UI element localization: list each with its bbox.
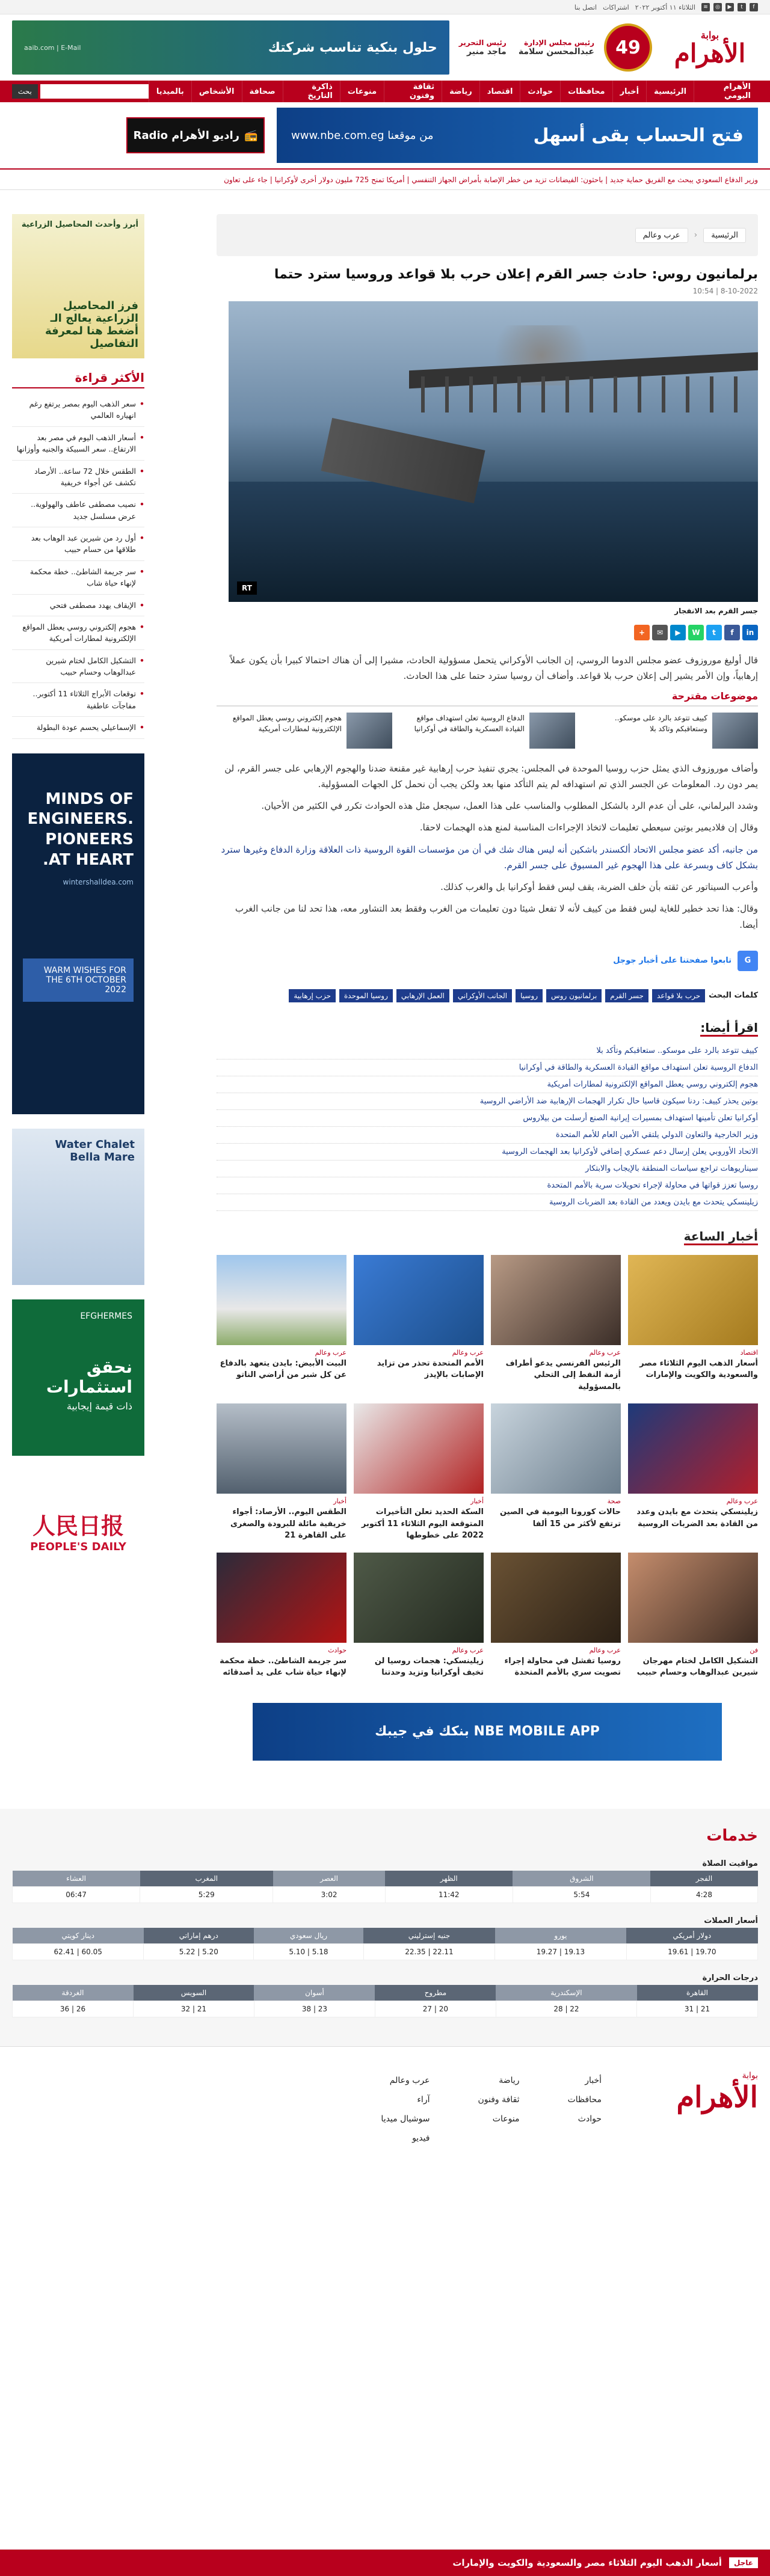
footer-col-sections xyxy=(478,2071,519,2148)
article-title: برلمانيون روس: حادث جسر القرم إعلان حرب بلا قواعد وروسيا سترد حتما xyxy=(274,267,758,282)
nav-item-misc[interactable]: منوعات xyxy=(340,81,384,102)
nav-item-news[interactable]: أخبار xyxy=(612,81,647,102)
nav-item-media[interactable]: بالميديا xyxy=(149,81,191,102)
article-paragraph: وقال إن فلاديمير بوتين سيعطي تعليمات لاتخاذ الإجراءات المناسبة لمنع هذه الهجمات لاحقا. xyxy=(419,822,758,833)
breadcrumb xyxy=(217,214,758,256)
top-link-contact[interactable]: اتصل بنا xyxy=(574,3,597,11)
read-also-link[interactable]: سيناريوهات تراجع سياسات المنطقة بالإيجاب والابتكار xyxy=(217,1161,758,1177)
sidebar-bellamare-ad[interactable]: Water Chalet Bella Mare xyxy=(12,1129,144,1285)
article-paragraph: قال أوليغ موروزوف عضو مجلس الدوما الروسي، إن الجانب الأوكراني يتحمل مسؤولية الحادث، مشيرا إلى أن هناك احتمالا كبيرا بأن يكون عملاً إرهابياً، وإن الأمر يشير إلى إعلان حرب بلا قواعد. وأضاف أن روسيا سترد حتما على هذا الحادث. xyxy=(230,655,758,682)
read-also-title: اقرأ أيضا: xyxy=(700,1020,758,1037)
nav-item-economy[interactable]: اقتصاد xyxy=(479,81,520,102)
most-read-item[interactable]: • الإيقاف يهدد مصطفى فتحي xyxy=(12,595,144,616)
search-input[interactable] xyxy=(40,84,149,99)
news-card-image xyxy=(491,1553,621,1643)
anniversary-badge: 49 xyxy=(604,23,652,72)
nav-item-sports[interactable]: رياضة xyxy=(442,81,479,102)
site-logo[interactable]: بوابة الأهرام xyxy=(674,29,746,68)
whatsapp-share-icon[interactable]: W xyxy=(688,625,704,640)
most-read-item[interactable]: • التشكيل الكامل لختام شيرين عبدالوهاب وحسام حبيب xyxy=(12,650,144,684)
news-card-image xyxy=(491,1403,621,1494)
share-bar xyxy=(217,625,758,640)
nbe-banner-ad[interactable]: فتح الحساب بقى أسهل من موقعنا www.nbe.com.eg xyxy=(277,108,758,163)
most-read-item[interactable]: • سعر الذهب اليوم بمصر يرتفع رغم انهياره العالمي xyxy=(12,393,144,427)
tag-link[interactable]: حرب بلا قواعد xyxy=(652,989,705,1002)
tag-link[interactable]: روسيا الموحدة xyxy=(339,989,393,1002)
news-card[interactable]: عرب وعالم زيلينسكي يتحدث مع بايدن وعدد من القادة بعد الضربات الروسية xyxy=(628,1403,758,1542)
nav-item-culture[interactable]: ثقافة وفنون xyxy=(384,81,442,102)
latest-news-title: أخبار الساعة xyxy=(684,1229,758,1245)
google-news-icon: G xyxy=(738,951,758,971)
news-card-image xyxy=(354,1255,484,1345)
footer-link[interactable]: سوشيال ميديا xyxy=(381,2114,430,2124)
article-paragraph: وأعرب السيناتور عن ثقته بأن خلف الضربة، يقف ليس فقط أوكرانيا بل والغرب كذلك. xyxy=(440,882,758,892)
footer-link[interactable]: عرب وعالم xyxy=(389,2075,430,2085)
nav-search xyxy=(12,84,149,99)
tag-link[interactable]: روسيا xyxy=(516,989,543,1002)
main-nav xyxy=(0,81,770,102)
footer-link[interactable]: أخبار xyxy=(585,2075,602,2085)
top-date: الثلاثاء ١١ أكتوبر ٢٠٢٢ xyxy=(635,3,695,11)
read-also-link[interactable]: زيلينسكي يتحدث مع بايدن ويعدد من القادة بعد الضربات الروسية xyxy=(217,1194,758,1211)
top-strip xyxy=(0,0,770,14)
linkedin-share-icon[interactable]: in xyxy=(742,625,758,640)
radio-ahram-button[interactable]: 📻 راديو الأهرام Radio xyxy=(126,117,265,153)
google-news-follow[interactable]: G تابعوا صفحتنا على أخبار جوجل xyxy=(217,951,758,971)
sidebar-efghermes-ad[interactable]: EFGHERMES نحقق استثمارات ذات قيمة إيجابية xyxy=(12,1299,144,1456)
most-read-item[interactable]: • أسعار الذهب اليوم في مصر بعد الارتفاع.. سعر السبيكة والجنيه وأوزانها xyxy=(12,427,144,461)
nav-item-press[interactable]: صحافة xyxy=(242,81,283,102)
tag-link[interactable]: جسر القرم xyxy=(605,989,648,1002)
breadcrumb-separator-icon: ‹ xyxy=(694,230,698,240)
most-read-item[interactable]: • سر جريمة الشاطئ.. خطة محكمة لإنهاء حياة شاب xyxy=(12,561,144,595)
breadcrumb-home[interactable]: الرئيسية xyxy=(703,228,746,243)
footer-logo[interactable]: بوابة الأهرام xyxy=(676,2070,758,2114)
article-column xyxy=(217,214,758,1785)
most-read-item[interactable]: • أول رد من شيرين عبد الوهاب بعد طلاقها من حسام حبيب xyxy=(12,527,144,561)
nav-item-daily[interactable]: الأهرام اليومي xyxy=(694,81,758,102)
services-section xyxy=(0,1809,770,2046)
most-read-item[interactable]: • هجوم إلكتروني روسي يعطل المواقع الإلكترونية لمطارات أمريكية xyxy=(12,616,144,650)
nav-item-history[interactable]: ذاكرة التاريخ xyxy=(283,81,340,102)
currency-rates-table: أسعار العملات دولار أمريكي يورو جنيه إسترليني ريال سعودي درهم إماراتي دينار كويتي 19.70 | 19.61 19.13 | 19.27 22.11 | 22.35 5.18 | 5.10 5.20 | 5.22 60.05 | 62.41 xyxy=(12,1914,758,1960)
read-also-link[interactable]: وزير الخارجية والتعاون الدولي يلتقي الأمين العام للأمم المتحدة xyxy=(217,1127,758,1144)
image-caption: جسر القرم بعد الانفجار xyxy=(674,607,758,615)
news-card[interactable]: عرب وعالم الرئيس الفرنسي يدعو أطراف أزمة النفط إلى التحلي بالمسؤولية xyxy=(491,1255,621,1393)
news-card-image xyxy=(354,1403,484,1494)
news-card-image xyxy=(354,1553,484,1643)
nav-item-governorates[interactable]: محافظات xyxy=(560,81,612,102)
read-also-link[interactable]: بوتين يحذر كييف: ردنا سيكون قاسيا حال تكرار الهجمات الإرهابية ضد الأراضي الروسية xyxy=(217,1093,758,1110)
image-source-tag: RT xyxy=(237,581,257,595)
weather-table: درجات الحرارة القاهرة الإسكندرية مطروح أسوان السويس الغردقة 21 | 31 22 | 28 20 | 27 23 | 38 21 | 32 26 | 36 xyxy=(12,1971,758,2017)
suggested-topics-title: موضوعات مقترحة xyxy=(217,690,758,707)
article-paragraph: وأضاف موروزوف الذي يمثل حزب روسيا الموحدة في المجلس: يجري تنفيذ حرب إرهابية غير مقنعة ضدنا والهجوم الإرهابي على جسر القرم، لن يمر دون رد. المعلومات عن الجسر الذي تم استهدافه لم يتم التأكد منها بعد ولكن يجب أن نحمل كل الجهات المسؤولية. xyxy=(224,762,758,790)
sidebar-agri-ad[interactable]: أبرز وأحدث المحاصيل الزراعية فرز المحاصيل الزراعية يعالج الـ أضغط هنا لمعرفة التفاصيل xyxy=(12,214,144,358)
article-paragraph: وقال: هذا تحد خطير للغاية ليس فقط من كييف لأنه لا تفعل شيئا دون تعليمات من الغرب وفقط بعد التشاور معه، هذا تحد لنا من جانب الغرب أيضا. xyxy=(235,903,758,930)
editor-chief: رئيس التحرير ماجد منير xyxy=(458,38,507,57)
header-bank-ad[interactable]: حلول بنكية تناسب شركتك aaib.com | E-Mail xyxy=(12,20,449,75)
news-card-image xyxy=(491,1255,621,1345)
rss-icon[interactable]: ≋ xyxy=(701,3,710,11)
most-read-item[interactable]: • الإسماعيلي يحسم عودة البطولة xyxy=(12,717,144,738)
nbe-mobile-app-ad[interactable]: NBE MOBILE APP بنكك في جيبك xyxy=(253,1703,722,1761)
news-card[interactable]: عرب وعالم روسيا تفشل في محاولة إجراء تصويت سري بالأمم المتحدة xyxy=(491,1553,621,1679)
social-icons xyxy=(701,3,758,11)
breaking-text: أسعار الذهب اليوم الثلاثاء مصر والسعودية والكويت والإمارات xyxy=(452,2557,722,2568)
nav-item-people[interactable]: الأشخاص xyxy=(191,81,242,102)
article-hero-image xyxy=(229,301,758,602)
top-link-subscriptions[interactable]: اشتراكات xyxy=(603,3,629,11)
news-card[interactable]: صحة حالات كورونا اليومية في الصين ترتفع لأكثر من 15 ألفا xyxy=(491,1403,621,1542)
site-footer xyxy=(0,2046,770,2160)
site-header xyxy=(0,14,770,81)
article-date: 8-10-2022 | 10:54 xyxy=(692,287,758,295)
latest-news-section xyxy=(217,1211,758,1679)
footer-link[interactable]: محافظات xyxy=(567,2094,602,2105)
news-card[interactable]: أخبار الطقس اليوم.. الأرصاد: أجواء خريفية مائلة للبرودة والصغرى على القاهرة 21 xyxy=(217,1403,346,1542)
read-also-link[interactable]: روسيا تعزز قواتها في محاولة لإجراء تحويلات سرية بالأمم المتحدة xyxy=(217,1177,758,1194)
tag-link[interactable]: الجانب الأوكراني xyxy=(453,989,512,1002)
nav-item-home[interactable]: الرئيسية xyxy=(646,81,694,102)
news-card[interactable]: عرب وعالم زيلينسكي: هجمات روسيا لن تخيف أوكرانيا وتزيد وحدتنا xyxy=(354,1553,484,1679)
news-card[interactable]: حوادث سر جريمة الشاطئ.. خطة محكمة لإنهاء حياة شاب على يد أصدقائه xyxy=(217,1553,346,1679)
read-also-link[interactable]: الدفاع الروسية تعلن استهداف مواقع القيادة العسكرية والطاقة في أوكرانيا xyxy=(217,1060,758,1076)
news-card[interactable]: فن التشكيل الكامل لختام مهرجان شيرين عبدالوهاب وحسام حبيب xyxy=(628,1553,758,1679)
news-card-image xyxy=(217,1403,346,1494)
youtube-icon[interactable]: ▶ xyxy=(725,3,734,11)
footer-link[interactable]: فيديو xyxy=(412,2133,430,2143)
tags-label: كلمات البحث xyxy=(709,991,758,1001)
read-also-link[interactable]: كييف تتوعد بالرد على موسكو.. ستعاقبكم وتأكد بلا xyxy=(217,1043,758,1060)
email-share-icon[interactable]: ✉ xyxy=(652,625,668,640)
nav-item-accidents[interactable]: حوادث xyxy=(520,81,560,102)
tag-link[interactable]: العمل الإرهابي xyxy=(396,989,449,1002)
tag-link[interactable]: برلمانيون روس xyxy=(546,989,602,1002)
search-button[interactable]: بحث xyxy=(12,84,38,99)
radio-icon: 📻 xyxy=(244,129,258,142)
news-card-image xyxy=(628,1403,758,1494)
suggested-topic-thumb xyxy=(712,713,758,749)
read-also-link[interactable]: أوكرانيا تعلن تأمينها استهداف بمسيرات إيرانية الصنع أرسلت من بيلاروس xyxy=(217,1110,758,1127)
article-paragraph: وشدد البرلماني، على أن عدم الرد بالشكل المطلوب والمناسب على هذا العمل، سيجعل مثل هذه الحوادث تكرر في الكثير من الأحيان. xyxy=(261,800,758,811)
article-paragraph: من جانبه، أكد عضو مجلس الاتحاد ألكسندر باشكين أنه ليس هناك شك في أن من مؤسسات القوة الروسية ذات العلاقة وزارة الدفاع وغيرها سترد بشكل كاف وبسرعة على هذا الهجوم غير المسبوق على جسر القرم. xyxy=(221,844,758,871)
suggested-topic-card[interactable]: هجوم إلكتروني روسي يعطل المواقع الإلكترونية لمطارات أمريكية xyxy=(217,713,392,749)
news-card[interactable]: اقتصاد أسعار الذهب اليوم الثلاثاء مصر والسعودية والكويت والإمارات xyxy=(628,1255,758,1393)
most-read-item[interactable]: • توقعات الأبراج الثلاثاء 11 أكتوبر.. مفاجآت عاطفية xyxy=(12,683,144,717)
news-card-image xyxy=(628,1255,758,1345)
news-card[interactable]: أخبار السكة الحديد تعلن التأخيرات المتوقعة اليوم الثلاثاء 11 أكتوبر 2022 على خطوطها xyxy=(354,1403,484,1542)
search-tags xyxy=(217,989,758,1002)
more-share-icon[interactable]: + xyxy=(634,625,650,640)
editors-block xyxy=(459,38,594,57)
read-also-link[interactable]: الاتحاد الأوروبي يعلن إرسال دعم عسكري إضافي لأوكرانيا بعد الهجمات الروسية xyxy=(217,1144,758,1161)
footer-link[interactable]: آراء xyxy=(417,2094,430,2105)
peoples-daily-logo[interactable]: 人民日报 PEOPLE'S DAILY xyxy=(30,1512,126,1553)
article-body xyxy=(217,652,758,933)
suggested-topic-card[interactable]: كييف تتوعد بالرد على موسكو.. وستعاقبكم وتاكد بلا xyxy=(582,713,758,749)
news-card[interactable]: عرب وعالم البيت الأبيض: بايدن يتعهد بالدفاع عن كل شبر من أراضي الناتو xyxy=(217,1255,346,1393)
most-read-title: الأكثر قراءة xyxy=(12,370,144,388)
footer-link[interactable]: منوعات xyxy=(492,2114,520,2124)
read-also-section xyxy=(217,1020,758,1211)
most-read-item[interactable]: • نصيب مصطفى عاطف والهولوية.. عرض مسلسل جديد xyxy=(12,494,144,527)
suggested-topics xyxy=(217,690,758,749)
most-read-section xyxy=(12,370,144,739)
suggested-topic-thumb xyxy=(529,713,575,749)
banner-row xyxy=(0,102,770,168)
sidebar xyxy=(12,214,144,1785)
suggested-topic-thumb xyxy=(346,713,392,749)
footer-col-more xyxy=(381,2071,430,2148)
news-card-image xyxy=(217,1553,346,1643)
breaking-badge: عاجل xyxy=(729,2557,758,2568)
news-card-image xyxy=(217,1255,346,1345)
breadcrumb-section[interactable]: عرب وعالم xyxy=(635,228,688,243)
breaking-news-bar[interactable] xyxy=(0,2550,770,2576)
footer-link[interactable]: حوادث xyxy=(578,2114,602,2124)
twitter-icon[interactable]: t xyxy=(738,3,746,11)
twitter-share-icon[interactable]: t xyxy=(706,625,722,640)
read-also-link[interactable]: هجوم إلكتروني روسي يعطل المواقع الإلكترونية لمطارات أمريكية xyxy=(217,1076,758,1093)
tag-link[interactable]: حزب إرهابية xyxy=(289,989,336,1002)
telegram-share-icon[interactable]: ▶ xyxy=(670,625,686,640)
facebook-icon[interactable]: f xyxy=(750,3,758,11)
instagram-icon[interactable]: ◎ xyxy=(713,3,722,11)
footer-link[interactable]: رياضة xyxy=(499,2075,520,2085)
news-ticker[interactable]: وزير الدفاع السعودي يبحث مع الفريق حماية جديد | باحثون: الفيضانات تزيد من خطر الإصابة بأمراض الجهاز التنفسي | أمريكا تمنح 725 مليون دولار أخرى لأوكرانيا | جاء على تعاون xyxy=(0,168,770,190)
prayer-times-table: مواقيت الصلاة الفجر الشروق الظهر العصر المغرب العشاء 4:28 5:54 11:42 3:02 5:29 06:47 xyxy=(12,1857,758,1903)
editor-chairman: رئيس مجلس الإدارة عبدالمحسن سلامة xyxy=(518,38,594,57)
suggested-topic-card[interactable]: الدفاع الروسية تعلن استهداف مواقع القيادة العسكرية والطاقة في أوكرانيا xyxy=(399,713,575,749)
most-read-item[interactable]: • الطقس خلال 72 ساعة.. الأرصاد تكشف عن أجواء خريفية xyxy=(12,461,144,494)
news-card[interactable]: عرب وعالم الأمم المتحدة تحذر من تزايد الإصابات بالإيدز xyxy=(354,1255,484,1393)
sidebar-wintershall-ad[interactable]: MINDS OF ENGINEERS. PIONEERS AT HEART. wintershalldea.com WARM WISHES FOR THE 6TH OCTOBER 2022 xyxy=(12,753,144,1114)
footer-link[interactable]: ثقافة وفنون xyxy=(478,2094,520,2105)
services-title: خدمات xyxy=(706,1826,758,1845)
news-card-image xyxy=(628,1553,758,1643)
facebook-share-icon[interactable]: f xyxy=(724,625,740,640)
footer-col-news xyxy=(568,2071,602,2148)
